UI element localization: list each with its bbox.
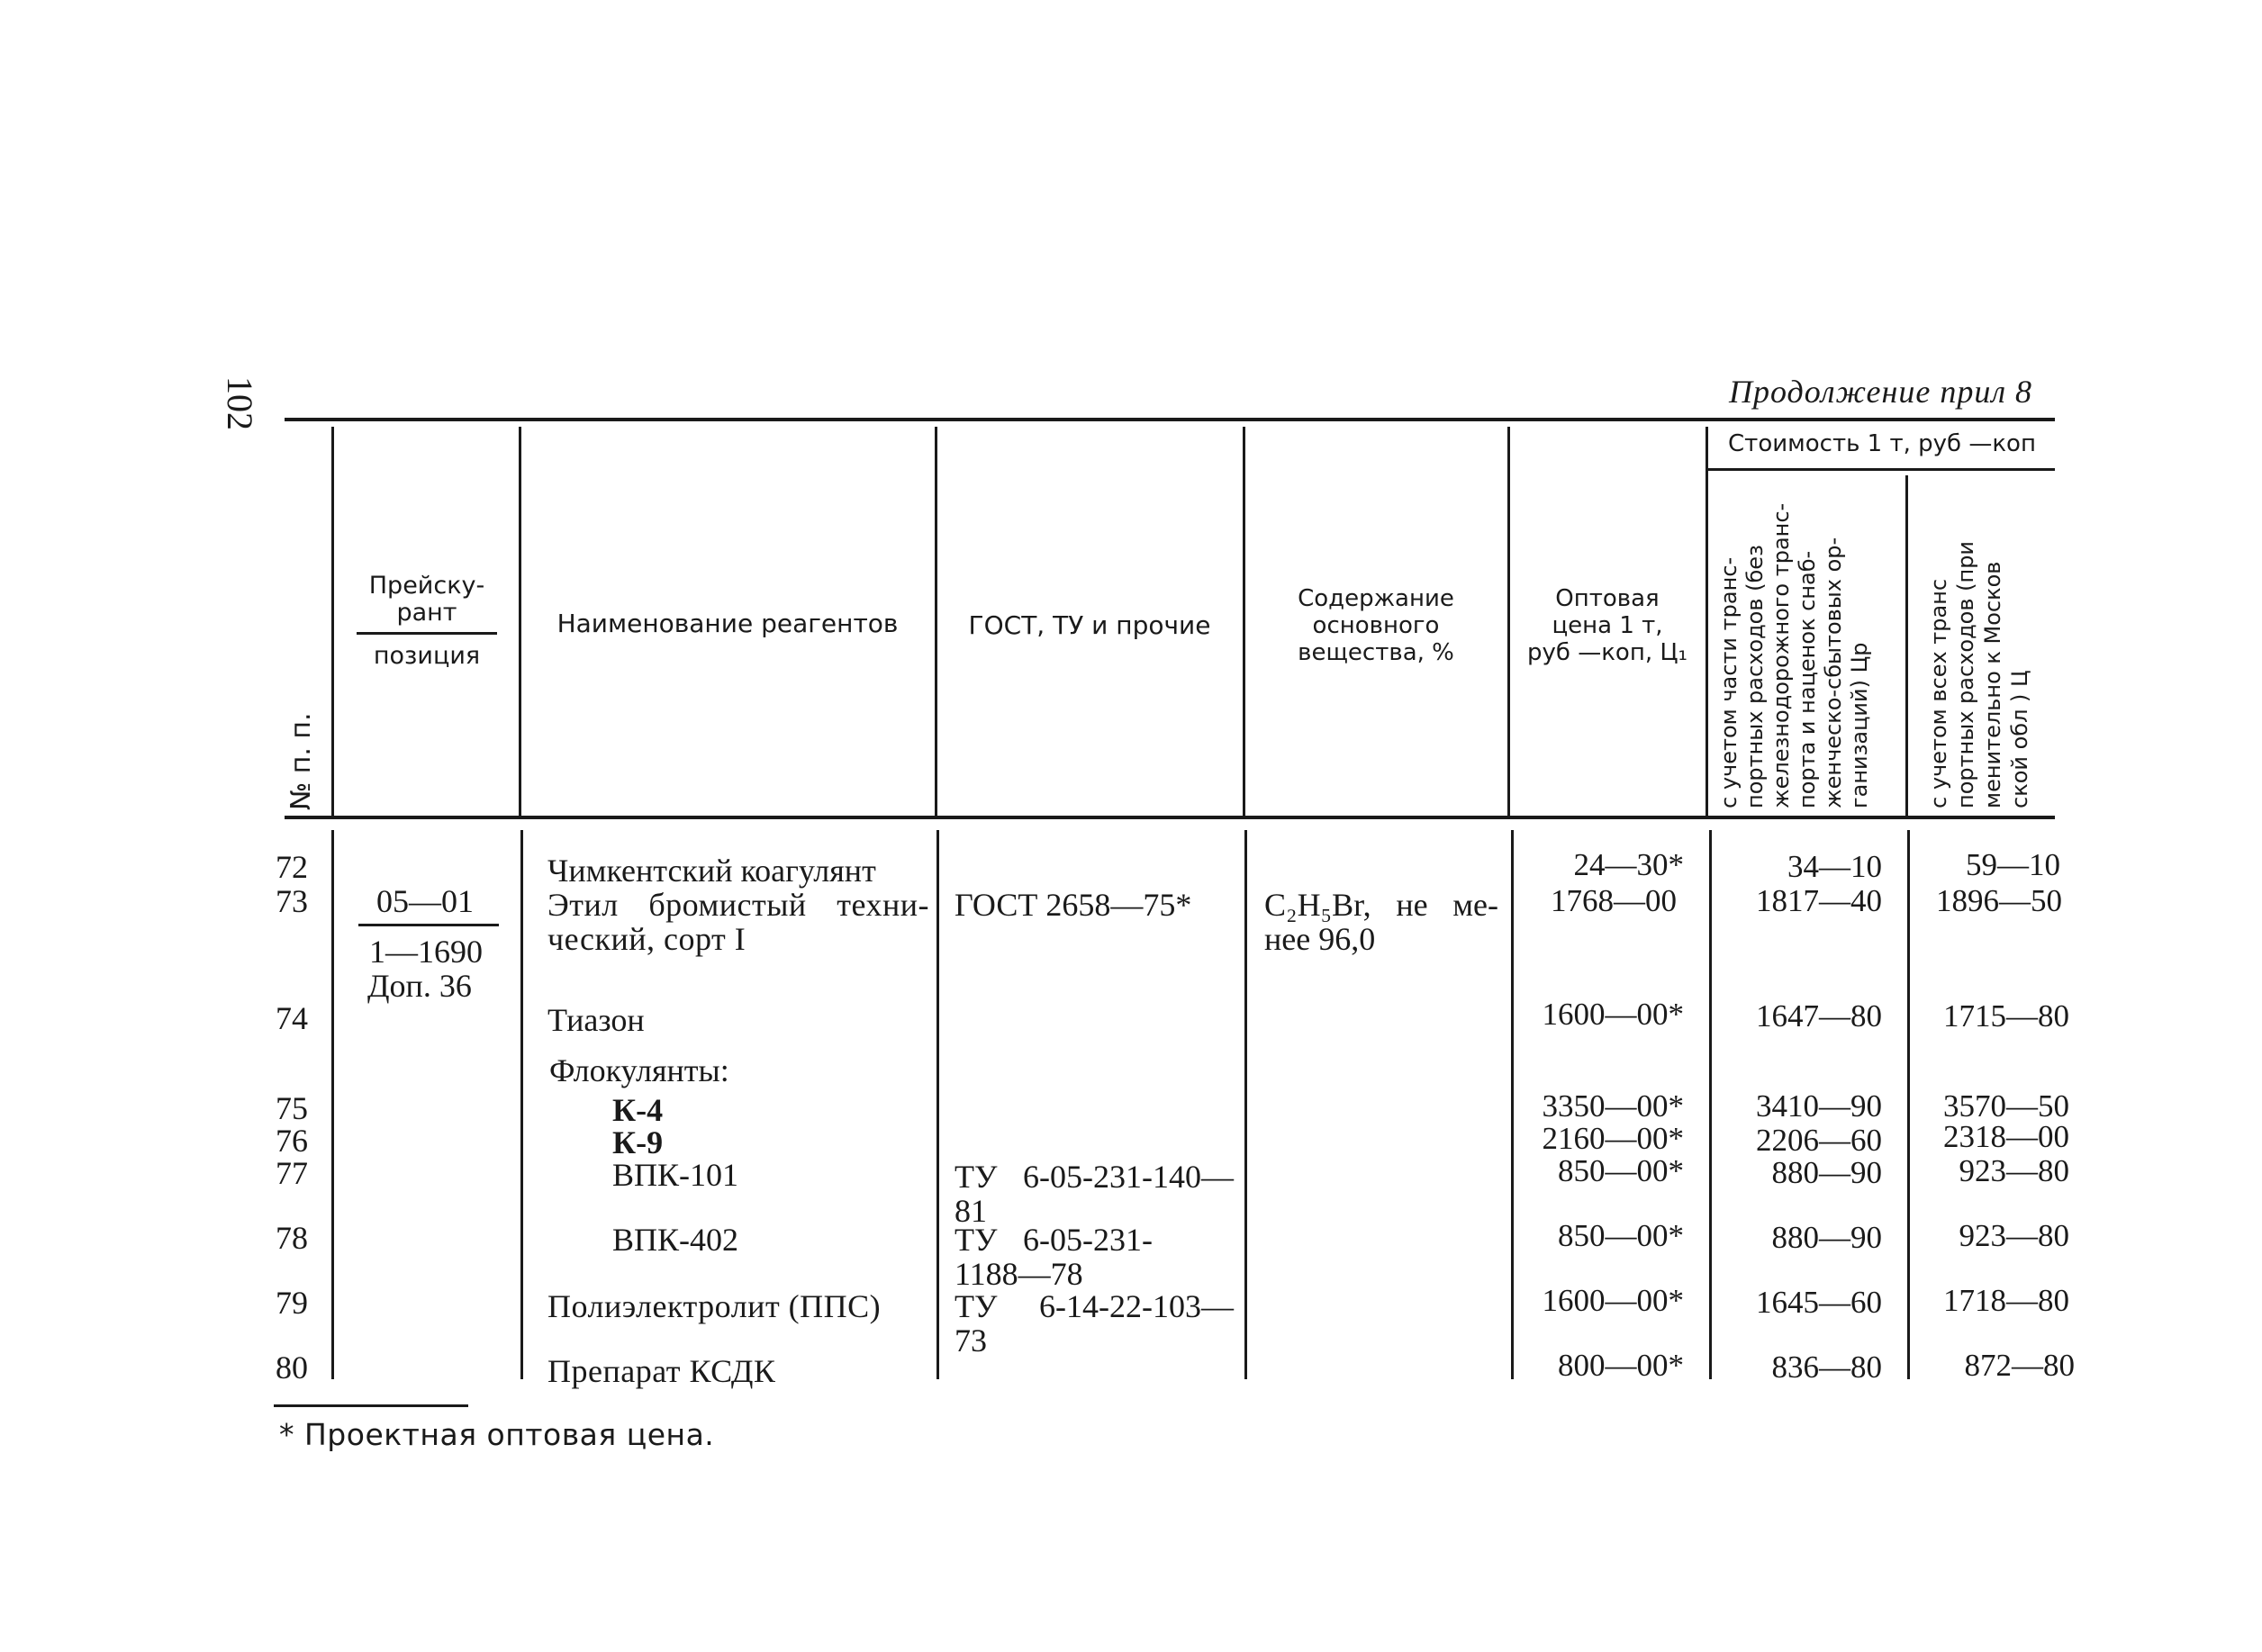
body-vline-1 [331,830,334,1379]
row-72-price: 24—30* [1573,847,1684,882]
row-73-pricelist-bottom2: Доп. 36 [367,968,472,1004]
header-vline-5 [1507,427,1510,816]
header-vline-7 [1905,475,1908,816]
row-73-content: C₂H₅Br, не ме- нее 96,0 [1264,887,1498,957]
row-78-gost: ТУ 6-05-231- 1188—78 [955,1222,1153,1292]
row-77-name: ВПК-101 [612,1157,739,1193]
header-content: Содержание основного вещества, % [1298,585,1454,666]
row-72-cost-a: 34—10 [1787,849,1882,884]
row-73-cost-a: 1817—40 [1756,883,1882,918]
header-bottom-rule [285,816,2055,819]
body-vline-4 [1244,830,1247,1379]
row-73-name: Этил бромистый техни- ческий, сорт I [547,887,929,957]
header-price: Оптовая цена 1 т, руб —коп, Ц₁ [1527,585,1687,666]
row-79-cost-a: 1645—60 [1756,1285,1882,1320]
page-number: 102 [220,376,260,430]
header-vline-1 [331,427,334,816]
header-cost-b: с учетом всех транс портных расходов (при менительно к Москов ской обл ) Ц [1926,540,2032,808]
row-80-name: Препарат КСДК [547,1353,776,1389]
header-pricelist-rule [357,632,497,635]
header-vline-2 [519,427,521,816]
row-73-pricelist-top: 05—01 [376,883,474,919]
row-73-num: 73 [276,883,308,919]
row-78-cost-b: 923—80 [1959,1218,2069,1253]
row-78-cost-a: 880—90 [1771,1220,1882,1255]
top-rule [285,418,2055,421]
header-cost-group: Стоимость 1 т, руб —коп [1728,430,2036,457]
row-78-num: 78 [276,1220,308,1256]
footnote: * Проектная оптовая цена. [279,1417,715,1452]
cost-group-rule [1707,468,2055,471]
group-flocculants: Флокулянты: [549,1052,729,1088]
row-72-cost-b: 59—10 [1966,847,2060,882]
row-73-pricelist-bottom1: 1—1690 [369,934,483,970]
row-77-num: 77 [276,1155,308,1191]
body-vline-6 [1709,830,1712,1379]
header-gost: ГОСТ, ТУ и прочие [968,610,1211,640]
row-79-cost-b: 1718—80 [1943,1283,2069,1318]
row-75-num: 75 [276,1090,308,1126]
continuation-caption: Продолжение прил 8 [1729,374,2033,410]
footnote-rule [274,1404,468,1407]
row-78-price: 850—00* [1558,1218,1684,1253]
body-vline-5 [1511,830,1514,1379]
row-79-num: 79 [276,1285,308,1321]
row-80-price: 800—00* [1558,1348,1684,1383]
row-77-cost-a: 880—90 [1771,1155,1882,1190]
row-72-num: 72 [276,849,308,885]
row-75-cost-b: 3570—50 [1943,1088,2069,1124]
row-80-num: 80 [276,1350,308,1386]
header-name: Наименование реагентов [556,609,899,638]
row-73-cost-b: 1896—50 [1936,883,2062,918]
row-79-name: Полиэлектролит (ППС) [547,1288,882,1324]
row-80-cost-b: 872—80 [1964,1348,2075,1383]
header-pricelist-bottom: позиция [373,642,481,670]
row-74-price: 1600—00* [1542,997,1684,1032]
row-76-price: 2160—00* [1542,1121,1684,1156]
row-75-price: 3350—00* [1542,1088,1684,1124]
row-73-price: 1768—00 [1551,883,1677,918]
header-pricelist-top: Прейску-рант [368,572,485,627]
body-vline-3 [936,830,939,1379]
row-76-cost-b: 2318—00 [1943,1119,2069,1154]
row-77-cost-b: 923—80 [1959,1153,2069,1188]
header-num: № п. п. [285,712,317,810]
row-80-cost-a: 836—80 [1771,1350,1882,1385]
row-76-name: К-9 [612,1124,664,1160]
header-vline-4 [1243,427,1245,816]
row-75-cost-a: 3410—90 [1756,1088,1882,1124]
row-78-name: ВПК-402 [612,1222,739,1258]
header-vline-3 [935,427,937,816]
row-77-gost: ТУ 6-05-231-140— 81 [955,1159,1234,1229]
row-75-name: К-4 [612,1092,664,1128]
row-73-pricelist-rule [358,924,499,926]
row-79-gost: ТУ 6-14-22-103— 73 [955,1288,1234,1359]
row-73-gost: ГОСТ 2658—75* [955,887,1192,923]
row-77-price: 850—00* [1558,1153,1684,1188]
row-74-cost-a: 1647—80 [1756,998,1882,1034]
row-74-cost-b: 1715—80 [1943,998,2069,1034]
row-79-price: 1600—00* [1542,1283,1684,1318]
header-vline-6 [1706,427,1708,816]
header-cost-a: с учетом части транс- портных расходов (без железнодорожного транс- порта и наценок снаб- женческо-сбытовых ор- ганизаций) Цр [1716,502,1872,808]
row-76-cost-a: 2206—60 [1756,1123,1882,1158]
row-74-name: Тиазон [547,1002,645,1038]
body-vline-2 [520,830,523,1379]
row-74-num: 74 [276,1000,308,1036]
row-72-name: Чимкентский коагулянт [547,853,876,889]
row-76-num: 76 [276,1123,308,1159]
